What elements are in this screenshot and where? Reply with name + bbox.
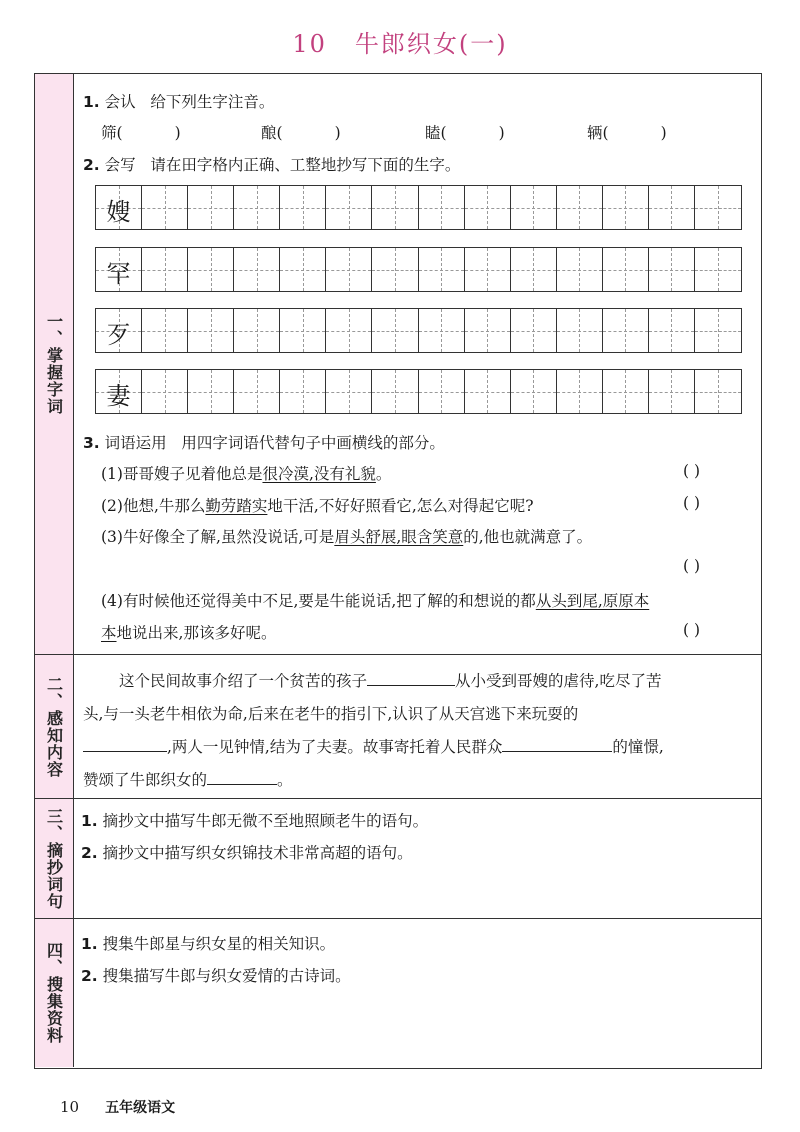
model-char: 妻 [106,382,131,410]
section-label: 三、摘抄词句 [35,799,74,918]
sentence-4-cont: 本地说出来,那该多好呢。 [101,624,277,642]
section-label: 二、感知内容 [35,655,74,798]
answer-paren[interactable]: ( ) [683,557,701,575]
section-label: 一、掌握字词 [35,74,74,654]
lesson-title: 牛郎织女(一) [354,30,508,58]
section-master-words [35,74,761,655]
q3-heading: 3. 词语运用 用四字词语代替句子中画横线的部分。 [83,434,445,452]
section-label: 四、搜集资料 [35,919,74,1067]
sentence-3: (3)牛好像全了解,虽然没说话,可是眉头舒展,眼含笑意的,他也就满意了。 [101,528,593,546]
page-title [0,24,800,59]
summary-line-3: ,两人一见钟情,结为了夫妻。故事寄托着人民群众 的憧憬, [83,735,664,757]
fill-blank[interactable] [207,770,277,785]
pinyin-item[interactable]: 酿( ) [261,124,341,142]
research-item-1: 1. 搜集牛郎星与织女星的相关知识。 [81,935,336,953]
summary-line-2: 头,与一头老牛相依为命,后来在老牛的指引下,认识了从天宫逃下来玩耍的 [83,705,579,723]
fill-blank[interactable] [367,671,455,686]
section-research [35,919,761,1067]
excerpt-item-2: 2. 摘抄文中描写织女织锦技术非常高超的语句。 [81,844,413,862]
section-excerpts [35,799,761,919]
summary-line-4: 赞颂了牛郎织女的 。 [83,771,293,789]
q1-heading: 1. 会认 给下列生字注音。 [83,93,275,111]
subject-label: 五年级语文 [105,1100,176,1116]
q2-heading: 2. 会写 请在田字格内正确、工整地抄写下面的生字。 [83,156,461,174]
model-char: 嫂 [106,198,131,226]
answer-paren[interactable]: ( ) [683,621,701,639]
answer-paren[interactable]: ( ) [683,462,701,480]
section-comprehension [35,655,761,799]
summary-line-1: 这个民间故事介绍了一个贫苦的孩子 从小受到哥嫂的虐待,吃尽了苦 [119,672,662,690]
pinyin-item[interactable]: 瞌( ) [425,124,505,142]
fill-blank[interactable] [83,737,167,752]
research-item-2: 2. 搜集描写牛郎与织女爱情的古诗词。 [81,967,351,985]
sentence-4: (4)有时候他还觉得美中不足,要是牛能说话,把了解的和想说的都从头到尾,原原本 [101,592,650,610]
excerpt-item-1: 1. 摘抄文中描写牛郎无微不至地照顾老牛的语句。 [81,812,429,830]
page-number: 10 [60,1098,80,1116]
lesson-number: 10 [292,30,327,58]
model-char: 罕 [106,260,131,288]
sentence-1: (1)哥哥嫂子见着他总是很冷漠,没有礼貌。 [101,465,392,483]
pinyin-item[interactable]: 筛( ) [101,124,181,142]
fill-blank[interactable] [502,737,612,752]
sentence-2: (2)他想,牛那么勤劳踏实地干活,不好好照看它,怎么对得起它呢? [101,497,534,515]
model-char: 歹 [106,321,131,349]
pinyin-item[interactable]: 辆( ) [587,124,667,142]
page-footer [60,1097,175,1117]
worksheet-frame [34,73,762,1069]
answer-paren[interactable]: ( ) [683,494,701,512]
